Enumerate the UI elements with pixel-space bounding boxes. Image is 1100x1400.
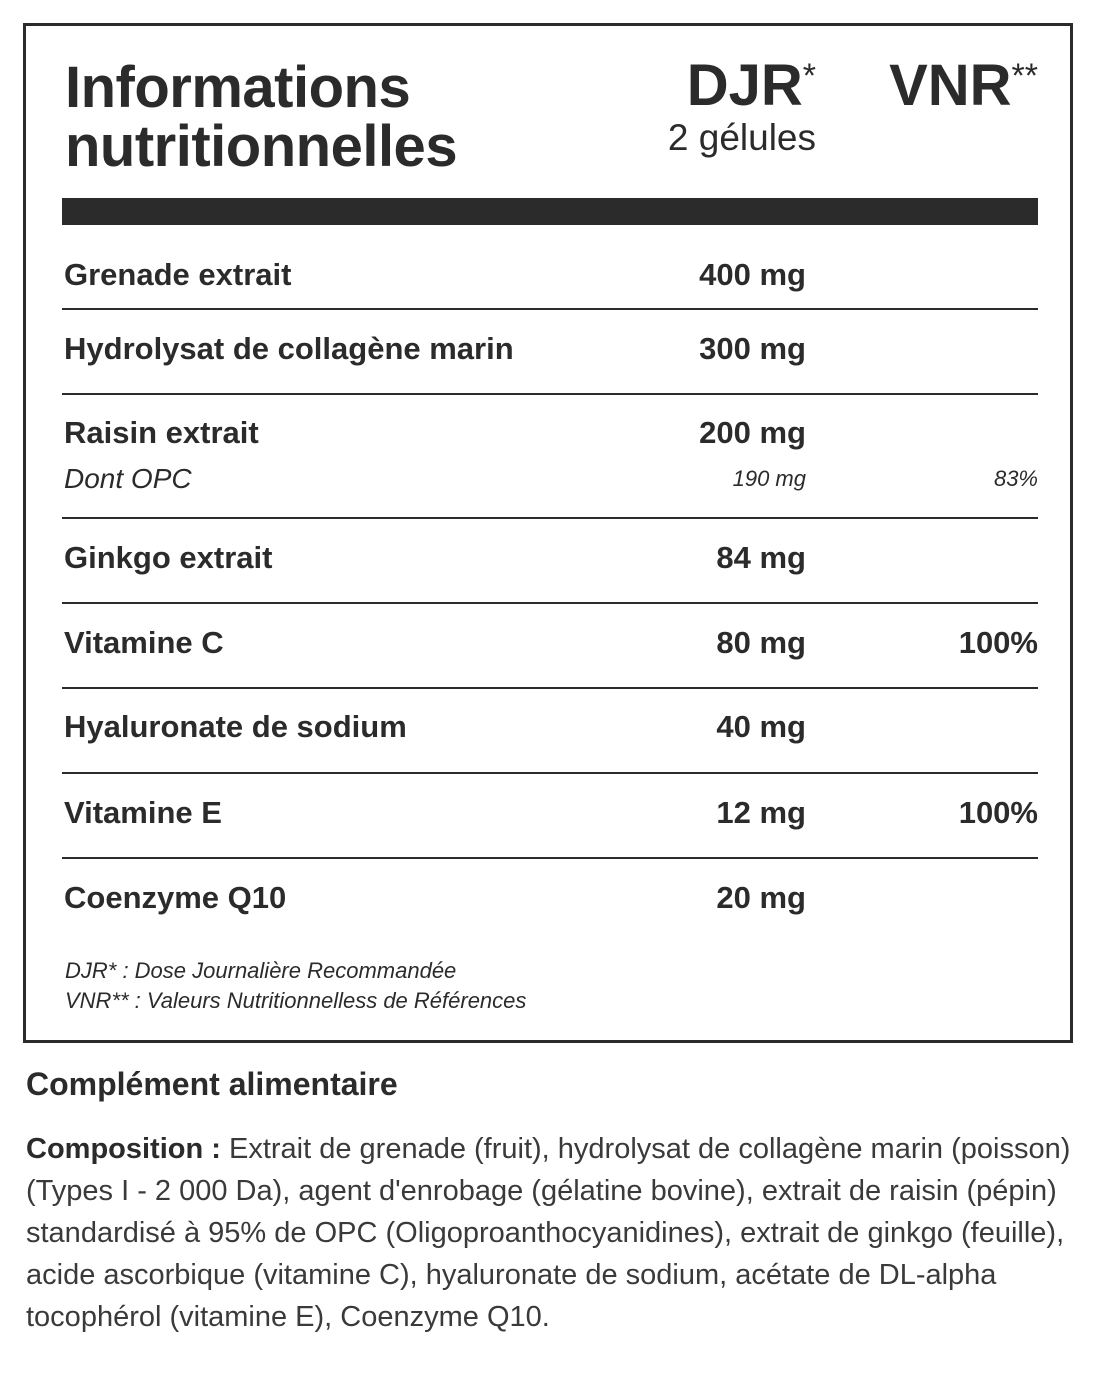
sub-row — [62, 459, 1038, 505]
nutrient-name: Grenade extrait — [64, 257, 292, 292]
table-row — [62, 225, 1038, 310]
composition-text: Extrait de grenade (fruit), hydrolysat de collagène marin (poisson) (Types I - 2 000 Da), agent d'enrobage (gélatine bovine), extrait de raisin (pépin) standardisé à 95% de OPC (Oligoproanthocyanidines), extrait de ginkgo (feuille), acide ascorbique (vitamine C), hyaluronate de sodium, acétate de DL-alpha tocophérol (vitamine E), Coenzyme Q10. — [26, 1133, 1071, 1333]
nutrient-amount: 80 mg — [716, 625, 806, 660]
footnote-djr: DJR* : Dose Journalière Recommandée — [65, 958, 457, 983]
djr-asterisk: * — [802, 57, 816, 95]
table-row — [62, 774, 1038, 859]
nutrient-name: Raisin extrait — [64, 415, 259, 450]
table-row — [62, 519, 1038, 604]
footnotes — [65, 956, 526, 1016]
vnr-asterisks: ** — [1011, 57, 1038, 95]
column-header-djr — [626, 53, 816, 159]
nutrient-amount: 40 mg — [716, 709, 806, 744]
nutrition-facts-panel — [23, 23, 1073, 1043]
djr-serving: 2 gélules — [667, 117, 816, 158]
nutrient-amount: 300 mg — [699, 331, 806, 366]
nutrient-vnr: 100% — [958, 625, 1038, 660]
nutrient-name: Hydrolysat de collagène marin — [64, 331, 514, 366]
nutrient-name: Hyaluronate de sodium — [64, 709, 407, 744]
sub-nutrient-amount: 190 mg — [732, 466, 806, 491]
nutrient-table — [62, 225, 1038, 929]
table-row — [62, 310, 1038, 395]
table-row — [62, 859, 1038, 929]
header-divider-bar — [62, 198, 1038, 225]
footnote-vnr: VNR** : Valeurs Nutritionnelless de Références — [65, 988, 527, 1013]
title-line-1: Informations — [65, 55, 411, 120]
panel-title — [65, 55, 458, 179]
nutrient-amount: 200 mg — [699, 415, 806, 450]
nutrient-amount: 400 mg — [699, 257, 806, 292]
composition-label: Composition : — [26, 1133, 221, 1165]
sub-nutrient-name: Dont OPC — [64, 463, 192, 494]
table-row — [62, 604, 1038, 689]
nutrient-name: Vitamine C — [64, 625, 224, 660]
nutrient-name: Coenzyme Q10 — [64, 880, 287, 915]
title-line-2: nutritionnelles — [65, 114, 458, 179]
nutrient-name: Vitamine E — [64, 795, 222, 830]
vnr-label: VNR — [889, 53, 1012, 118]
sub-nutrient-vnr: 83% — [993, 466, 1038, 491]
nutrient-amount: 20 mg — [716, 880, 806, 915]
nutrient-name: Ginkgo extrait — [64, 540, 273, 575]
nutrient-amount: 12 mg — [716, 795, 806, 830]
nutrient-vnr: 100% — [958, 795, 1038, 830]
table-row — [62, 395, 1038, 519]
column-header-vnr — [856, 53, 1038, 118]
section-title: Complément alimentaire — [26, 1066, 398, 1102]
djr-label: DJR — [686, 53, 803, 118]
table-row — [62, 689, 1038, 774]
nutrient-amount: 84 mg — [716, 540, 806, 575]
composition-paragraph — [26, 1128, 1086, 1338]
